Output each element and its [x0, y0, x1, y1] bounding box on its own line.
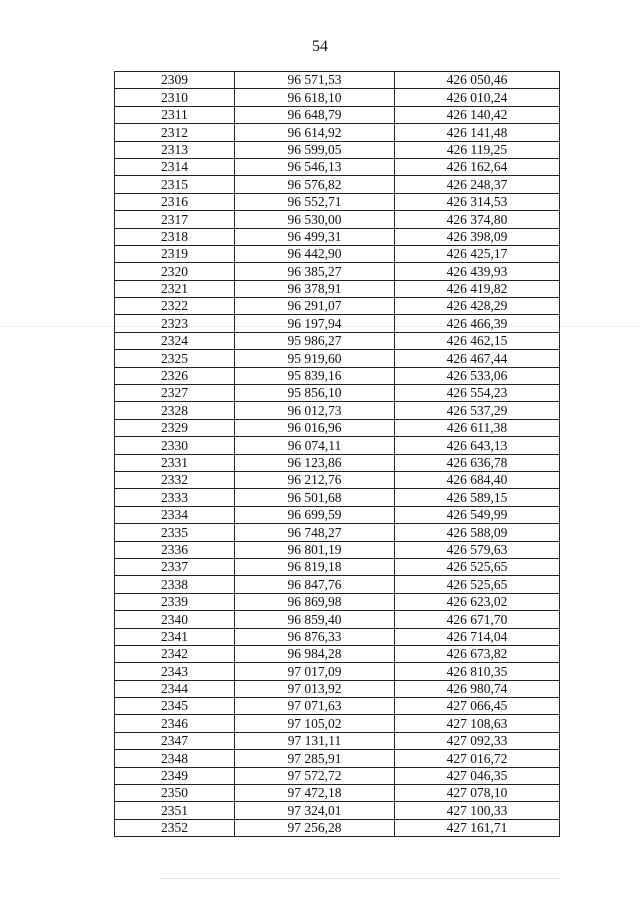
point-number-cell: 2309 — [115, 72, 235, 89]
table-row — [115, 524, 560, 541]
y-coordinate-cell: 426 425,17 — [395, 245, 560, 262]
table-row — [115, 315, 560, 332]
x-coordinate-cell: 96 876,33 — [235, 628, 395, 645]
point-number-cell: 2313 — [115, 141, 235, 158]
point-number-cell: 2324 — [115, 332, 235, 349]
x-coordinate-cell: 96 501,68 — [235, 489, 395, 506]
point-number-cell: 2316 — [115, 193, 235, 210]
y-coordinate-cell: 426 588,09 — [395, 524, 560, 541]
x-coordinate-cell: 96 859,40 — [235, 611, 395, 628]
x-coordinate-cell: 97 572,72 — [235, 767, 395, 784]
table-row — [115, 350, 560, 367]
x-coordinate-cell: 96 552,71 — [235, 193, 395, 210]
table-row — [115, 72, 560, 89]
table-row — [115, 645, 560, 662]
y-coordinate-cell: 426 623,02 — [395, 593, 560, 610]
point-number-cell: 2325 — [115, 350, 235, 367]
table-row — [115, 141, 560, 158]
x-coordinate-cell: 96 748,27 — [235, 524, 395, 541]
x-coordinate-cell: 97 071,63 — [235, 698, 395, 715]
point-number-cell: 2346 — [115, 715, 235, 732]
x-coordinate-cell: 96 599,05 — [235, 141, 395, 158]
point-number-cell: 2326 — [115, 367, 235, 384]
table-row — [115, 767, 560, 784]
table-row — [115, 158, 560, 175]
point-number-cell: 2342 — [115, 645, 235, 662]
x-coordinate-cell: 95 856,10 — [235, 385, 395, 402]
table-row — [115, 280, 560, 297]
table-row — [115, 106, 560, 123]
table-row — [115, 454, 560, 471]
point-number-cell: 2315 — [115, 176, 235, 193]
y-coordinate-cell: 427 092,33 — [395, 732, 560, 749]
x-coordinate-cell: 97 013,92 — [235, 680, 395, 697]
point-number-cell: 2332 — [115, 471, 235, 488]
y-coordinate-cell: 426 119,25 — [395, 141, 560, 158]
point-number-cell: 2333 — [115, 489, 235, 506]
point-number-cell: 2317 — [115, 211, 235, 228]
x-coordinate-cell: 96 197,94 — [235, 315, 395, 332]
table-row — [115, 245, 560, 262]
x-coordinate-cell: 97 324,01 — [235, 802, 395, 819]
x-coordinate-cell: 96 442,90 — [235, 245, 395, 262]
y-coordinate-cell: 426 466,39 — [395, 315, 560, 332]
point-number-cell: 2327 — [115, 385, 235, 402]
table-row — [115, 176, 560, 193]
table-row — [115, 385, 560, 402]
table-row — [115, 715, 560, 732]
y-coordinate-cell: 427 016,72 — [395, 750, 560, 767]
point-number-cell: 2344 — [115, 680, 235, 697]
point-number-cell: 2339 — [115, 593, 235, 610]
y-coordinate-cell: 426 611,38 — [395, 419, 560, 436]
point-number-cell: 2311 — [115, 106, 235, 123]
x-coordinate-cell: 96 648,79 — [235, 106, 395, 123]
table-row — [115, 628, 560, 645]
x-coordinate-cell: 96 499,31 — [235, 228, 395, 245]
x-coordinate-cell: 96 074,11 — [235, 437, 395, 454]
x-coordinate-cell: 96 819,18 — [235, 558, 395, 575]
x-coordinate-cell: 95 839,16 — [235, 367, 395, 384]
x-coordinate-cell: 97 472,18 — [235, 785, 395, 802]
y-coordinate-cell: 426 314,53 — [395, 193, 560, 210]
y-coordinate-cell: 426 248,37 — [395, 176, 560, 193]
x-coordinate-cell: 96 378,91 — [235, 280, 395, 297]
x-coordinate-cell: 96 614,92 — [235, 124, 395, 141]
y-coordinate-cell: 427 100,33 — [395, 802, 560, 819]
point-number-cell: 2340 — [115, 611, 235, 628]
x-coordinate-cell: 97 285,91 — [235, 750, 395, 767]
point-number-cell: 2336 — [115, 541, 235, 558]
table-row — [115, 802, 560, 819]
table-row — [115, 819, 560, 836]
table-row — [115, 211, 560, 228]
point-number-cell: 2328 — [115, 402, 235, 419]
point-number-cell: 2330 — [115, 437, 235, 454]
table-row — [115, 402, 560, 419]
table-row — [115, 506, 560, 523]
table-row — [115, 611, 560, 628]
table-row — [115, 471, 560, 488]
y-coordinate-cell: 426 140,42 — [395, 106, 560, 123]
x-coordinate-cell: 96 530,00 — [235, 211, 395, 228]
point-number-cell: 2350 — [115, 785, 235, 802]
y-coordinate-cell: 426 374,80 — [395, 211, 560, 228]
x-coordinate-cell: 96 801,19 — [235, 541, 395, 558]
table-row — [115, 680, 560, 697]
y-coordinate-cell: 426 141,48 — [395, 124, 560, 141]
point-number-cell: 2343 — [115, 663, 235, 680]
x-coordinate-cell: 96 571,53 — [235, 72, 395, 89]
x-coordinate-cell: 96 012,73 — [235, 402, 395, 419]
y-coordinate-cell: 426 162,64 — [395, 158, 560, 175]
point-number-cell: 2349 — [115, 767, 235, 784]
x-coordinate-cell: 97 131,11 — [235, 732, 395, 749]
table-row — [115, 419, 560, 436]
table-row — [115, 124, 560, 141]
point-number-cell: 2320 — [115, 263, 235, 280]
table-row — [115, 576, 560, 593]
y-coordinate-cell: 426 398,09 — [395, 228, 560, 245]
y-coordinate-cell: 426 554,23 — [395, 385, 560, 402]
table-row — [115, 593, 560, 610]
table-row — [115, 541, 560, 558]
point-number-cell: 2348 — [115, 750, 235, 767]
point-number-cell: 2337 — [115, 558, 235, 575]
y-coordinate-cell: 426 462,15 — [395, 332, 560, 349]
y-coordinate-cell: 426 579,63 — [395, 541, 560, 558]
y-coordinate-cell: 426 643,13 — [395, 437, 560, 454]
point-number-cell: 2335 — [115, 524, 235, 541]
y-coordinate-cell: 426 525,65 — [395, 576, 560, 593]
y-coordinate-cell: 426 810,35 — [395, 663, 560, 680]
y-coordinate-cell: 426 980,74 — [395, 680, 560, 697]
x-coordinate-cell: 96 123,86 — [235, 454, 395, 471]
y-coordinate-cell: 426 636,78 — [395, 454, 560, 471]
table-row — [115, 732, 560, 749]
y-coordinate-cell: 427 066,45 — [395, 698, 560, 715]
point-number-cell: 2347 — [115, 732, 235, 749]
point-number-cell: 2319 — [115, 245, 235, 262]
x-coordinate-cell: 96 699,59 — [235, 506, 395, 523]
point-number-cell: 2318 — [115, 228, 235, 245]
y-coordinate-cell: 427 046,35 — [395, 767, 560, 784]
x-coordinate-cell: 96 212,76 — [235, 471, 395, 488]
y-coordinate-cell: 426 684,40 — [395, 471, 560, 488]
x-coordinate-cell: 96 984,28 — [235, 645, 395, 662]
table-row — [115, 367, 560, 384]
point-number-cell: 2329 — [115, 419, 235, 436]
point-number-cell: 2310 — [115, 89, 235, 106]
x-coordinate-cell: 97 017,09 — [235, 663, 395, 680]
y-coordinate-cell: 427 078,10 — [395, 785, 560, 802]
point-number-cell: 2321 — [115, 280, 235, 297]
table-row — [115, 698, 560, 715]
scan-artifact-bottom-line — [160, 878, 560, 879]
point-number-cell: 2322 — [115, 298, 235, 315]
point-number-cell: 2314 — [115, 158, 235, 175]
y-coordinate-cell: 426 428,29 — [395, 298, 560, 315]
table-row — [115, 89, 560, 106]
y-coordinate-cell: 427 108,63 — [395, 715, 560, 732]
y-coordinate-cell: 426 439,93 — [395, 263, 560, 280]
x-coordinate-cell: 96 576,82 — [235, 176, 395, 193]
table-row — [115, 663, 560, 680]
y-coordinate-cell: 426 671,70 — [395, 611, 560, 628]
point-number-cell: 2312 — [115, 124, 235, 141]
y-coordinate-cell: 426 050,46 — [395, 72, 560, 89]
x-coordinate-cell: 96 016,96 — [235, 419, 395, 436]
x-coordinate-cell: 96 618,10 — [235, 89, 395, 106]
point-number-cell: 2338 — [115, 576, 235, 593]
table-row — [115, 228, 560, 245]
x-coordinate-cell: 96 291,07 — [235, 298, 395, 315]
table-row — [115, 785, 560, 802]
y-coordinate-cell: 427 161,71 — [395, 819, 560, 836]
y-coordinate-cell: 426 467,44 — [395, 350, 560, 367]
point-number-cell: 2334 — [115, 506, 235, 523]
coordinates-table-body — [115, 72, 560, 837]
y-coordinate-cell: 426 549,99 — [395, 506, 560, 523]
x-coordinate-cell: 95 919,60 — [235, 350, 395, 367]
y-coordinate-cell: 426 525,65 — [395, 558, 560, 575]
x-coordinate-cell: 96 847,76 — [235, 576, 395, 593]
x-coordinate-cell: 96 385,27 — [235, 263, 395, 280]
x-coordinate-cell: 97 256,28 — [235, 819, 395, 836]
table-row — [115, 193, 560, 210]
y-coordinate-cell: 426 673,82 — [395, 645, 560, 662]
page-number: 54 — [312, 38, 328, 55]
x-coordinate-cell: 96 546,13 — [235, 158, 395, 175]
point-number-cell: 2323 — [115, 315, 235, 332]
x-coordinate-cell: 97 105,02 — [235, 715, 395, 732]
point-number-cell: 2351 — [115, 802, 235, 819]
y-coordinate-cell: 426 714,04 — [395, 628, 560, 645]
x-coordinate-cell: 96 869,98 — [235, 593, 395, 610]
table-row — [115, 263, 560, 280]
y-coordinate-cell: 426 010,24 — [395, 89, 560, 106]
point-number-cell: 2341 — [115, 628, 235, 645]
coordinates-table — [114, 71, 560, 837]
table-row — [115, 332, 560, 349]
y-coordinate-cell: 426 419,82 — [395, 280, 560, 297]
y-coordinate-cell: 426 533,06 — [395, 367, 560, 384]
point-number-cell: 2352 — [115, 819, 235, 836]
point-number-cell: 2345 — [115, 698, 235, 715]
table-row — [115, 750, 560, 767]
point-number-cell: 2331 — [115, 454, 235, 471]
table-row — [115, 489, 560, 506]
table-row — [115, 298, 560, 315]
table-row — [115, 437, 560, 454]
y-coordinate-cell: 426 589,15 — [395, 489, 560, 506]
y-coordinate-cell: 426 537,29 — [395, 402, 560, 419]
x-coordinate-cell: 95 986,27 — [235, 332, 395, 349]
table-row — [115, 558, 560, 575]
